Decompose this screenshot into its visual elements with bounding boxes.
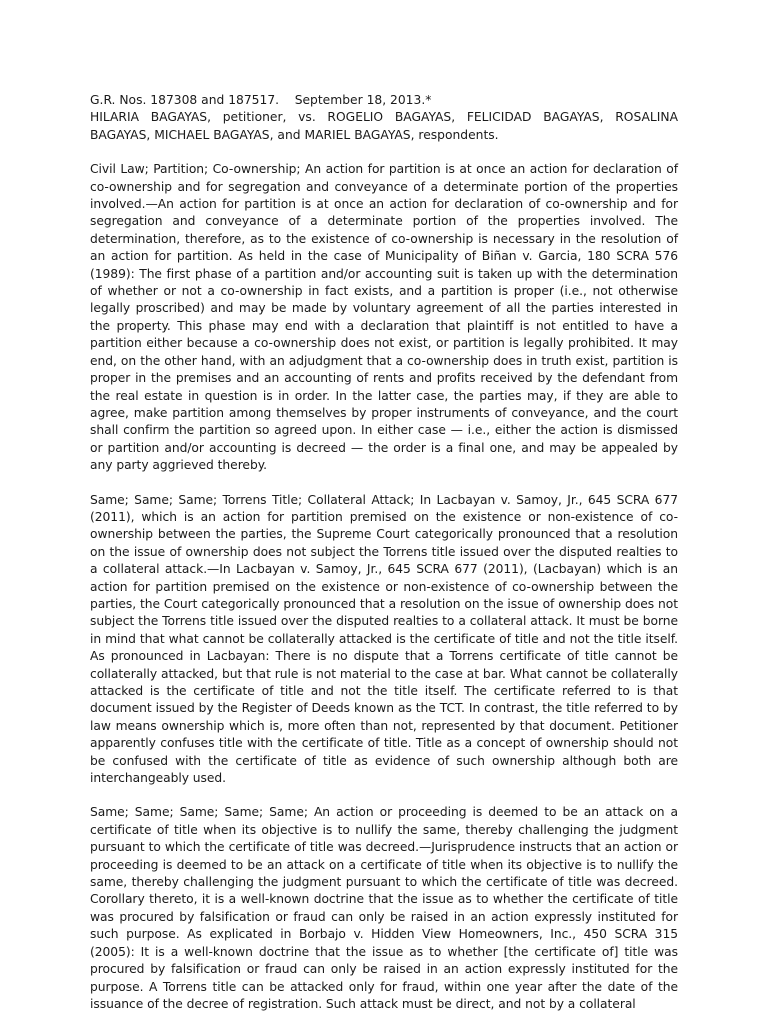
case-number-and-date: G.R. Nos. 187308 and 187517. September 18, 2013.*	[90, 93, 432, 107]
syllabus-paragraph-attack-on-certificate: Same; Same; Same; Same; Same; An action or proceeding is deemed to be an attack on a certificate of title when its objective is to nullify the same, thereby challenging the judgment pursuant to which the certificate of title was decreed.—Jurisprudence instructs that an action or proceeding is deemed to be an attack on a certificate of title when its objective is to nullify the same, thereby challenging the judgment pursuant to which the certificate of title was decreed. Corollary thereto, it is a well-known doctrine that the issue as to whether the certificate of title was procured by falsification or fraud can only be raised in an action expressly instituted for such purpose. As explicated in Borbajo v. Hidden View Homeowners, Inc., 450 SCRA 315 (2005): It is a well-known doctrine that the issue as to whether [the certificate of] title was procured by falsification or fraud can only be raised in an action expressly instituted for the purpose. A Torrens title can be attacked only for fraud, within one year after the date of the issuance of the decree of registration. Such attack must be direct, and not by a collateral	[90, 805, 678, 1011]
syllabus-paragraph-collateral-attack: Same; Same; Same; Torrens Title; Collateral Attack; In Lacbayan v. Samoy, Jr., 645 SCRA 677 (2011), which is an action for partition premised on the existence or non-existence of co-ownership between the parties, the Supreme Court categorically pronounced that a resolution on the issue of ownership does not subject the Torrens title issued over the disputed realties to a collateral attack.—In Lacbayan v. Samoy, Jr., 645 SCRA 677 (2011), (Lacbayan) which is an action for partition premised on the existence or non-existence of co-ownership between the parties, the Court categorically pronounced that a resolution on the issue of ownership does not subject the Torrens title issued over the disputed realties to a collateral attack. It must be borne in mind that what cannot be collaterally attacked is the certificate of title and not the title itself. As pronounced in Lacbayan: There is no dispute that a Torrens certificate of title cannot be collaterally attacked, but that rule is not material to the case at bar. What cannot be collaterally attacked is the certificate of title and not the title itself. The certificate referred to is that document issued by the Register of Deeds known as the TCT. In contrast, the title referred to by law means ownership which is, more often than not, represented by that document. Petitioner apparently confuses title with the certificate of title. Title as a concept of ownership should not be confused with the certificate of title as evidence of such ownership although both are interchangeably used.	[90, 492, 678, 786]
syllabus-paragraph-partition: Civil Law; Partition; Co-ownership; An action for partition is at once an action for declaration of co-ownership and for segregation and conveyance of a determinate portion of the properties involved.—An action for partition is at once an action for declaration of co-ownership and for segregation and conveyance of a determinate portion of the properties involved. The determination, therefore, as to the existence of co-ownership is necessary in the resolution of an action for partition. As held in the case of Municipality of Biñan v. Garcia, 180 SCRA 576 (1989): The first phase of a partition and/or accounting suit is taken up with the determination of whether or not a co-ownership in fact exists, and a partition is proper (i.e., not otherwise legally proscribed) and may be made by voluntary agreement of all the parties interested in the property. This phase may end with a declaration that plaintiff is not entitled to have a partition either because a co-ownership does not exist, or partition is legally prohibited. It may end, on the other hand, with an adjudgment that a co-ownership does in truth exist, partition is proper in the premises and an accounting of rents and profits received by the defendant from the real estate in question is in order. In the latter case, the parties may, if they are able to agree, make partition among themselves by proper instruments of conveyance, and the court shall confirm the partition so agreed upon. In either case — i.e., either the action is dismissed or partition and/or accounting is decreed — the order is a final one, and may be appealed by any party aggrieved thereby.	[90, 162, 678, 473]
case-header	[90, 92, 678, 144]
case-parties: HILARIA BAGAYAS, petitioner, vs. ROGELIO BAGAYAS, FELICIDAD BAGAYAS, ROSALINA BAGAYAS, MICHAEL BAGAYAS, and MARIEL BAGAYAS, respondents.	[90, 110, 678, 142]
